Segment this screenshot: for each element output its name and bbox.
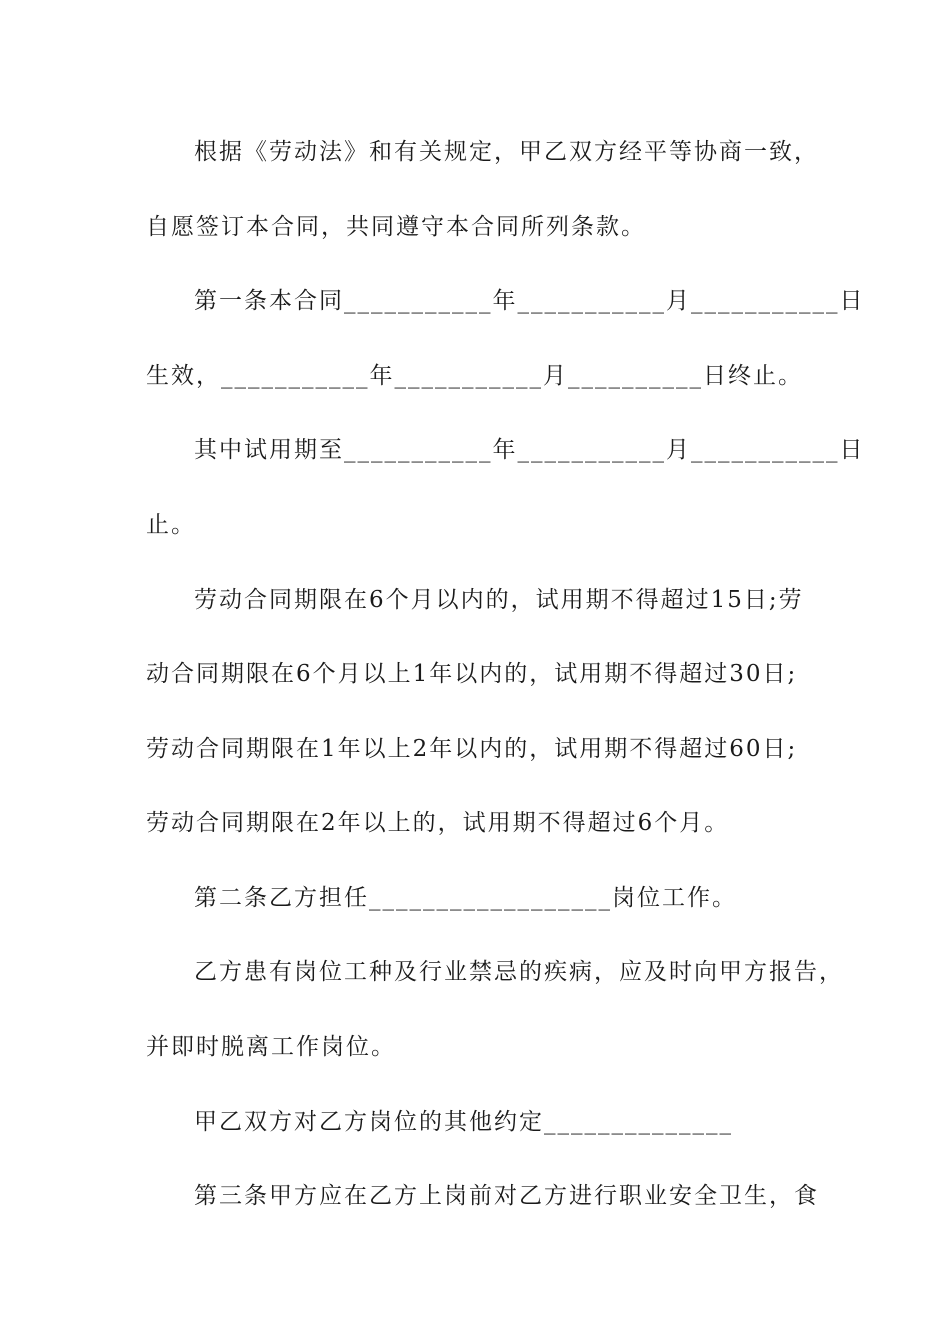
paragraph-line: 根据《劳动法》和有关规定，甲乙双方经平等协商一致， — [194, 139, 819, 165]
probation-rule-line: 劳动合同期限在2年以上的，试用期不得超过6个月。 — [146, 810, 730, 836]
probation-rule-line: 劳动合同期限在1年以上2年以内的，试用期不得超过60日; — [146, 736, 798, 762]
probation-line: 其中试用期至___________年___________月___________日 — [194, 437, 865, 463]
paragraph-line: 并即时脱离工作岗位。 — [146, 1034, 396, 1060]
paragraph-line: 甲乙双方对乙方岗位的其他约定______________ — [194, 1109, 733, 1135]
paragraph-line: 自愿签订本合同，共同遵守本合同所列条款。 — [146, 214, 646, 240]
clause-1-line: 第一条本合同___________年___________月___________日 — [194, 288, 865, 314]
probation-rule-line: 劳动合同期限在6个月以内的，试用期不得超过15日;劳 — [194, 587, 804, 613]
paragraph-line: 乙方患有岗位工种及行业禁忌的疾病，应及时向甲方报告， — [194, 959, 844, 985]
probation-rule-line: 动合同期限在6个月以上1年以内的，试用期不得超过30日; — [146, 661, 798, 687]
clause-1-line: 生效，___________年___________月__________日终止。 — [146, 363, 803, 389]
probation-line: 止。 — [146, 512, 196, 538]
clause-2-line: 第二条乙方担任__________________岗位工作。 — [194, 885, 737, 911]
clause-3-line: 第三条甲方应在乙方上岗前对乙方进行职业安全卫生，食 — [194, 1183, 819, 1209]
